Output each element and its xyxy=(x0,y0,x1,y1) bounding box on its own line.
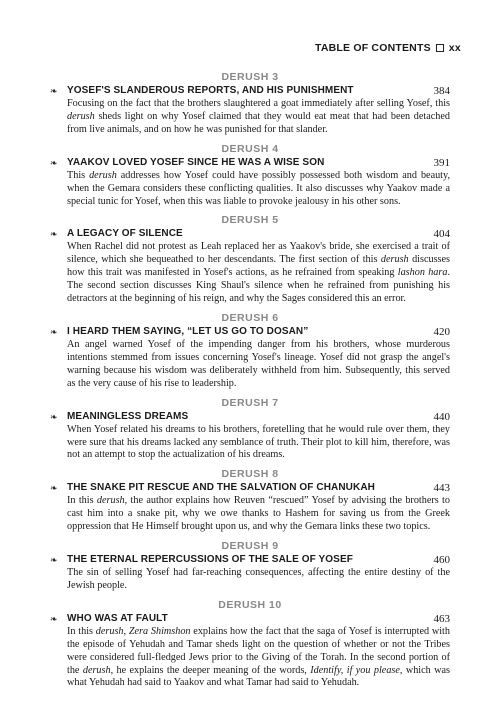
derush-heading: DERUSH 8 xyxy=(221,468,279,481)
entry-title-row xyxy=(50,553,450,567)
description-text: addresses how Yosef could have possibly possessed both wisdom and beauty, when the Gemara considers these conflicting qualities. It also discusses why Yaakov made a special tunic for Yosef, when this was liable to provoke jealousy in his other sons. xyxy=(67,169,450,207)
description-text: In this xyxy=(67,625,96,637)
ornament-icon: ❧ xyxy=(50,483,58,494)
entry-page-number: 384 xyxy=(433,85,450,97)
ornament-icon: ❧ xyxy=(50,613,58,624)
toc-entry xyxy=(50,599,450,691)
entry-description xyxy=(67,98,450,137)
toc-entry xyxy=(50,143,450,209)
entry-page-number: 460 xyxy=(433,554,450,567)
entry-description xyxy=(67,339,450,391)
description-text: When Rachel did not protest as Leah replaced her as Yaakov's bride, she exercised a trait of silence, which she bequeathed to her descendants. The first section of this xyxy=(67,241,450,266)
separator-square-icon xyxy=(436,44,444,52)
description-text: This xyxy=(67,169,90,181)
italic-term: derush xyxy=(82,664,111,676)
running-header-title: TABLE OF CONTENTS xyxy=(315,42,431,54)
toc-entry xyxy=(50,468,450,534)
entry-page-number: 391 xyxy=(433,156,450,169)
table-of-contents xyxy=(50,71,450,696)
ornament-icon: ❧ xyxy=(50,229,58,240)
description-text: , xyxy=(123,625,129,637)
description-text: explains how the fact that the saga of Yosef is interrupted with the episode of Yehudah and Tamar sheds light on the question of whether or not the Tribes were considered full-fledged Jews prior to the Giving of the Torah. In the second portion of the xyxy=(67,625,450,676)
entry-description xyxy=(67,567,450,593)
entry-page-number: 404 xyxy=(433,228,450,241)
derush-heading: DERUSH 10 xyxy=(218,598,282,611)
description-text: , the author explains how Reuven “rescued” Yosef by advising the brothers to cast him into a snake pit, why we owe thanks to Hashem for saving us from the Greek oppression that He Himself brought upon us, and why the Gemara links these two topics. xyxy=(67,495,450,533)
derush-heading: DERUSH 6 xyxy=(221,311,279,324)
description-text: , he explains the deeper meaning of the words, xyxy=(110,664,311,676)
ornament-icon: ❧ xyxy=(50,326,58,337)
entry-description xyxy=(67,424,450,463)
description-text: In this xyxy=(67,495,97,507)
entry-title-row xyxy=(50,612,450,626)
derush-heading: DERUSH 7 xyxy=(221,396,279,409)
derush-heading: DERUSH 4 xyxy=(221,142,279,155)
italic-term: derush xyxy=(89,169,117,181)
running-header xyxy=(315,42,461,56)
description-text: Focusing on the fact that the brothers slaughtered a goat immediately after selling Yosef, this xyxy=(67,98,450,109)
derush-heading: DERUSH 5 xyxy=(221,214,279,227)
entry-description xyxy=(67,170,450,209)
description-text: The sin of selling Yosef had far-reaching consequences, affecting the entire destiny of the Jewish people. xyxy=(67,567,450,591)
entry-title: WHO WAS AT FAULT xyxy=(67,612,168,624)
derush-heading: DERUSH 3 xyxy=(221,71,279,83)
toc-entry xyxy=(50,312,450,391)
ornament-icon: ❧ xyxy=(50,555,58,566)
entry-title-row xyxy=(50,481,450,495)
entry-title-row xyxy=(50,325,450,339)
toc-entry xyxy=(50,540,450,593)
italic-term: derush xyxy=(380,254,409,266)
toc-entry xyxy=(50,71,450,137)
entry-description xyxy=(67,241,450,306)
description-text: When Yosef related his dreams to his brothers, foretelling that he would rule over them, they were sure that his dreams lacked any semblance of truth. Their plot to kill him, therefore, was not an attempt to stop the actualization of his dreams. xyxy=(67,423,450,461)
running-header-page-number: xx xyxy=(448,42,461,54)
ornament-icon: ❧ xyxy=(50,86,58,96)
entry-description xyxy=(67,626,450,691)
description-text: discusses how this trait was manifested in Yosef's actions, as he refrained from speaking xyxy=(67,254,450,279)
italic-term: Identify, if you please xyxy=(310,664,400,676)
ornament-icon: ❧ xyxy=(50,157,58,168)
italic-term: derush xyxy=(67,110,95,122)
entry-title-row xyxy=(50,156,450,170)
italic-term: Zera Shimshon xyxy=(128,625,191,637)
description-text: An angel warned Yosef of the impending danger from his brothers, whose murderous intentions stemmed from issues concerning Yosef's lineage. Yosef did not grasp the angel's warning because his wisdom was deliberately withheld from him. Subsequently, this served as the very cause of his rise to leadership. xyxy=(67,338,450,389)
derush-heading: DERUSH 9 xyxy=(221,540,279,553)
entry-page-number: 420 xyxy=(433,325,450,338)
entry-page-number: 443 xyxy=(433,482,450,495)
entry-title: I HEARD THEM SAYING, “LET US GO TO DOSAN” xyxy=(67,325,309,337)
entry-title-row xyxy=(50,227,450,241)
entry-title: THE ETERNAL REPERCUSSIONS OF THE SALE OF YOSEF xyxy=(67,554,353,566)
entry-title: YOSEF'S SLANDEROUS REPORTS, AND HIS PUNISHMENT xyxy=(67,85,354,96)
entry-title: THE SNAKE PIT RESCUE AND THE SALVATION OF CHANUKAH xyxy=(67,482,375,494)
description-text: , which was what Yehudah had said to Yaakov and what Tamar had said to Yehudah. xyxy=(67,664,450,689)
description-text: . The second section discusses King Shaul's silence when he refrained from punishing his detractors at the beginning of his reign, and why the Sages considered this an error. xyxy=(67,267,450,305)
italic-term: lashon hara xyxy=(397,267,448,279)
entry-page-number: 463 xyxy=(433,612,450,625)
entry-title-row xyxy=(50,84,450,98)
entry-title-row xyxy=(50,410,450,424)
entry-title: YAAKOV LOVED YOSEF SINCE HE WAS A WISE SON xyxy=(67,156,325,168)
toc-entry xyxy=(50,397,450,463)
entry-title: MEANINGLESS DREAMS xyxy=(67,410,189,422)
ornament-icon: ❧ xyxy=(50,411,58,422)
entry-title: A LEGACY OF SILENCE xyxy=(67,228,183,240)
entry-page-number: 440 xyxy=(433,410,450,423)
description-text: sheds light on why Yosef claimed that they would eat meat that had been detached from live animals, and on how he was punished for that slander. xyxy=(67,110,450,135)
italic-term: derush xyxy=(95,625,124,637)
toc-entry xyxy=(50,214,450,306)
entry-description xyxy=(67,495,450,534)
italic-term: derush xyxy=(96,495,125,507)
